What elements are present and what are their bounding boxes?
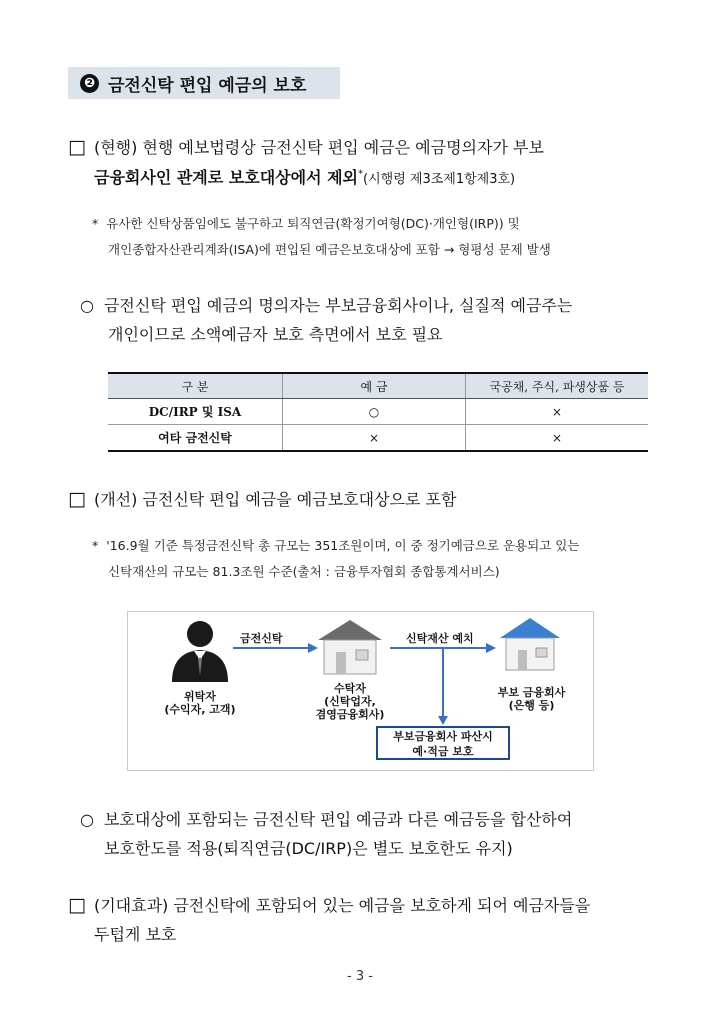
current-ref: (시행령 제3조제1항제3호): [363, 172, 516, 187]
bullet1-text-2: 개인이므로 소액예금자 보호 측면에서 보호 필요: [108, 325, 443, 344]
bank-house-icon: [500, 618, 560, 670]
improve-marker: □: [68, 488, 86, 510]
table-cell: 여타 금전신탁: [108, 425, 283, 452]
improve-line: [68, 487, 456, 510]
effect-marker: □: [68, 894, 86, 916]
current-text-1: (현행) 현행 예보법령상 금전신탁 편입 예금은 예금명의자가 부보: [93, 138, 544, 157]
table-cell: ○: [283, 399, 466, 425]
table-header-other: 국공채, 주식, 파생상품 등: [466, 373, 649, 399]
arrow2-label: 신탁재산 예치: [406, 632, 474, 645]
improve-note-line-2: [108, 562, 500, 580]
truster-line-1: 위탁자: [184, 690, 216, 703]
current-note-text-1: 유사한 신탁상품임에도 불구하고 퇴직연금(확정기여형(DC)·개인형(IRP)) 및: [106, 216, 520, 231]
bank-label: [484, 686, 579, 712]
bank-line-1: 부보 금융회사: [497, 686, 566, 699]
trustee-line-1: 수탁자: [334, 682, 366, 695]
trustee-label: [304, 682, 396, 721]
effect-line-1: [68, 893, 590, 916]
current-line-2: [94, 165, 515, 188]
bullet1-marker: ○: [80, 296, 94, 315]
section-title: 금전신탁 편입 예금의 보호: [108, 75, 307, 96]
table-header-category: 구 분: [108, 373, 283, 399]
arrow1-label: 금전신탁: [240, 632, 283, 645]
bullet2-text-2: 보호한도를 적용(퇴직연금(DC/IRP)은 별도 보호한도 유지): [104, 839, 513, 858]
section-number: ❷: [80, 74, 99, 93]
improve-note-text-1: '16.9월 기준 특정금전신탁 총 규모는 351조원이며, 이 중 정기예금으로 운용되고 있는: [106, 538, 580, 553]
result-line-2: 예·적금 보호: [412, 745, 474, 758]
table-cell: ×: [466, 425, 649, 452]
comparison-table: [108, 372, 648, 452]
current-marker: □: [68, 136, 86, 158]
effect-line-2: [94, 922, 176, 945]
table-cell: ×: [466, 399, 649, 425]
arrow-down-to-result: [438, 648, 448, 725]
bullet2-line-2: [104, 836, 513, 859]
result-box: [376, 726, 510, 760]
table-header-deposit: 예 금: [283, 373, 466, 399]
bullet2-text-1: 보호대상에 포함되는 금전신탁 편입 예금과 다른 예금등을 합산하여: [103, 810, 573, 829]
table-header-row: [108, 373, 648, 399]
current-line-1: [68, 135, 544, 158]
improve-text: (개선) 금전신탁 편입 예금을 예금보호대상으로 포함: [93, 490, 457, 509]
bullet2-line-1: [80, 807, 572, 830]
section-heading: [68, 67, 340, 99]
current-note-line-1: [92, 214, 520, 232]
current-note-text-2: 개인종합자산관리계좌(ISA)에 편입된 예금은보호대상에 포함 → 형평성 문제 발생: [108, 242, 551, 257]
trustee-house-icon: [318, 620, 382, 674]
table-row: [108, 399, 648, 425]
trust-deposit-diagram: [127, 611, 594, 771]
result-line-1: 부보금융회사 파산시: [393, 730, 493, 743]
effect-text-1: (기대효과) 금전신탁에 포함되어 있는 예금을 보호하게 되어 예금자들을: [93, 896, 591, 915]
table-row: [108, 425, 648, 452]
current-note-marker: *: [92, 216, 99, 231]
trustee-line-2: (신탁업자,: [324, 695, 376, 708]
current-sup: *: [358, 168, 364, 180]
truster-label: [150, 690, 250, 716]
trustee-line-3: 겸영금융회사): [315, 708, 385, 721]
current-note-line-2: [108, 240, 551, 258]
bullet1-text-1: 금전신탁 편입 예금의 명의자는 부보금융회사이나, 실질적 예금주는: [103, 296, 573, 315]
improve-note-line-1: [92, 536, 579, 554]
table-cell: ×: [283, 425, 466, 452]
improve-note-marker: *: [92, 538, 99, 553]
bullet1-line-2: [108, 322, 443, 345]
bullet1-line-1: [80, 293, 572, 316]
current-text-2: 금융회사인 관계로 보호대상에서 제외: [94, 168, 359, 187]
table-cell: DC/IRP 및 ISA: [108, 399, 283, 425]
person-icon: [172, 621, 228, 682]
page-number: - 3 -: [347, 969, 373, 984]
bullet2-marker: ○: [80, 810, 94, 829]
bank-line-2: (은행 등): [508, 699, 555, 712]
effect-text-2: 두텁게 보호: [94, 925, 177, 944]
truster-line-2: (수익자, 고객): [164, 703, 236, 716]
improve-note-text-2: 신탁재산의 규모는 81.3조원 수준(출처 : 금융투자협회 종합통계서비스): [108, 564, 500, 579]
